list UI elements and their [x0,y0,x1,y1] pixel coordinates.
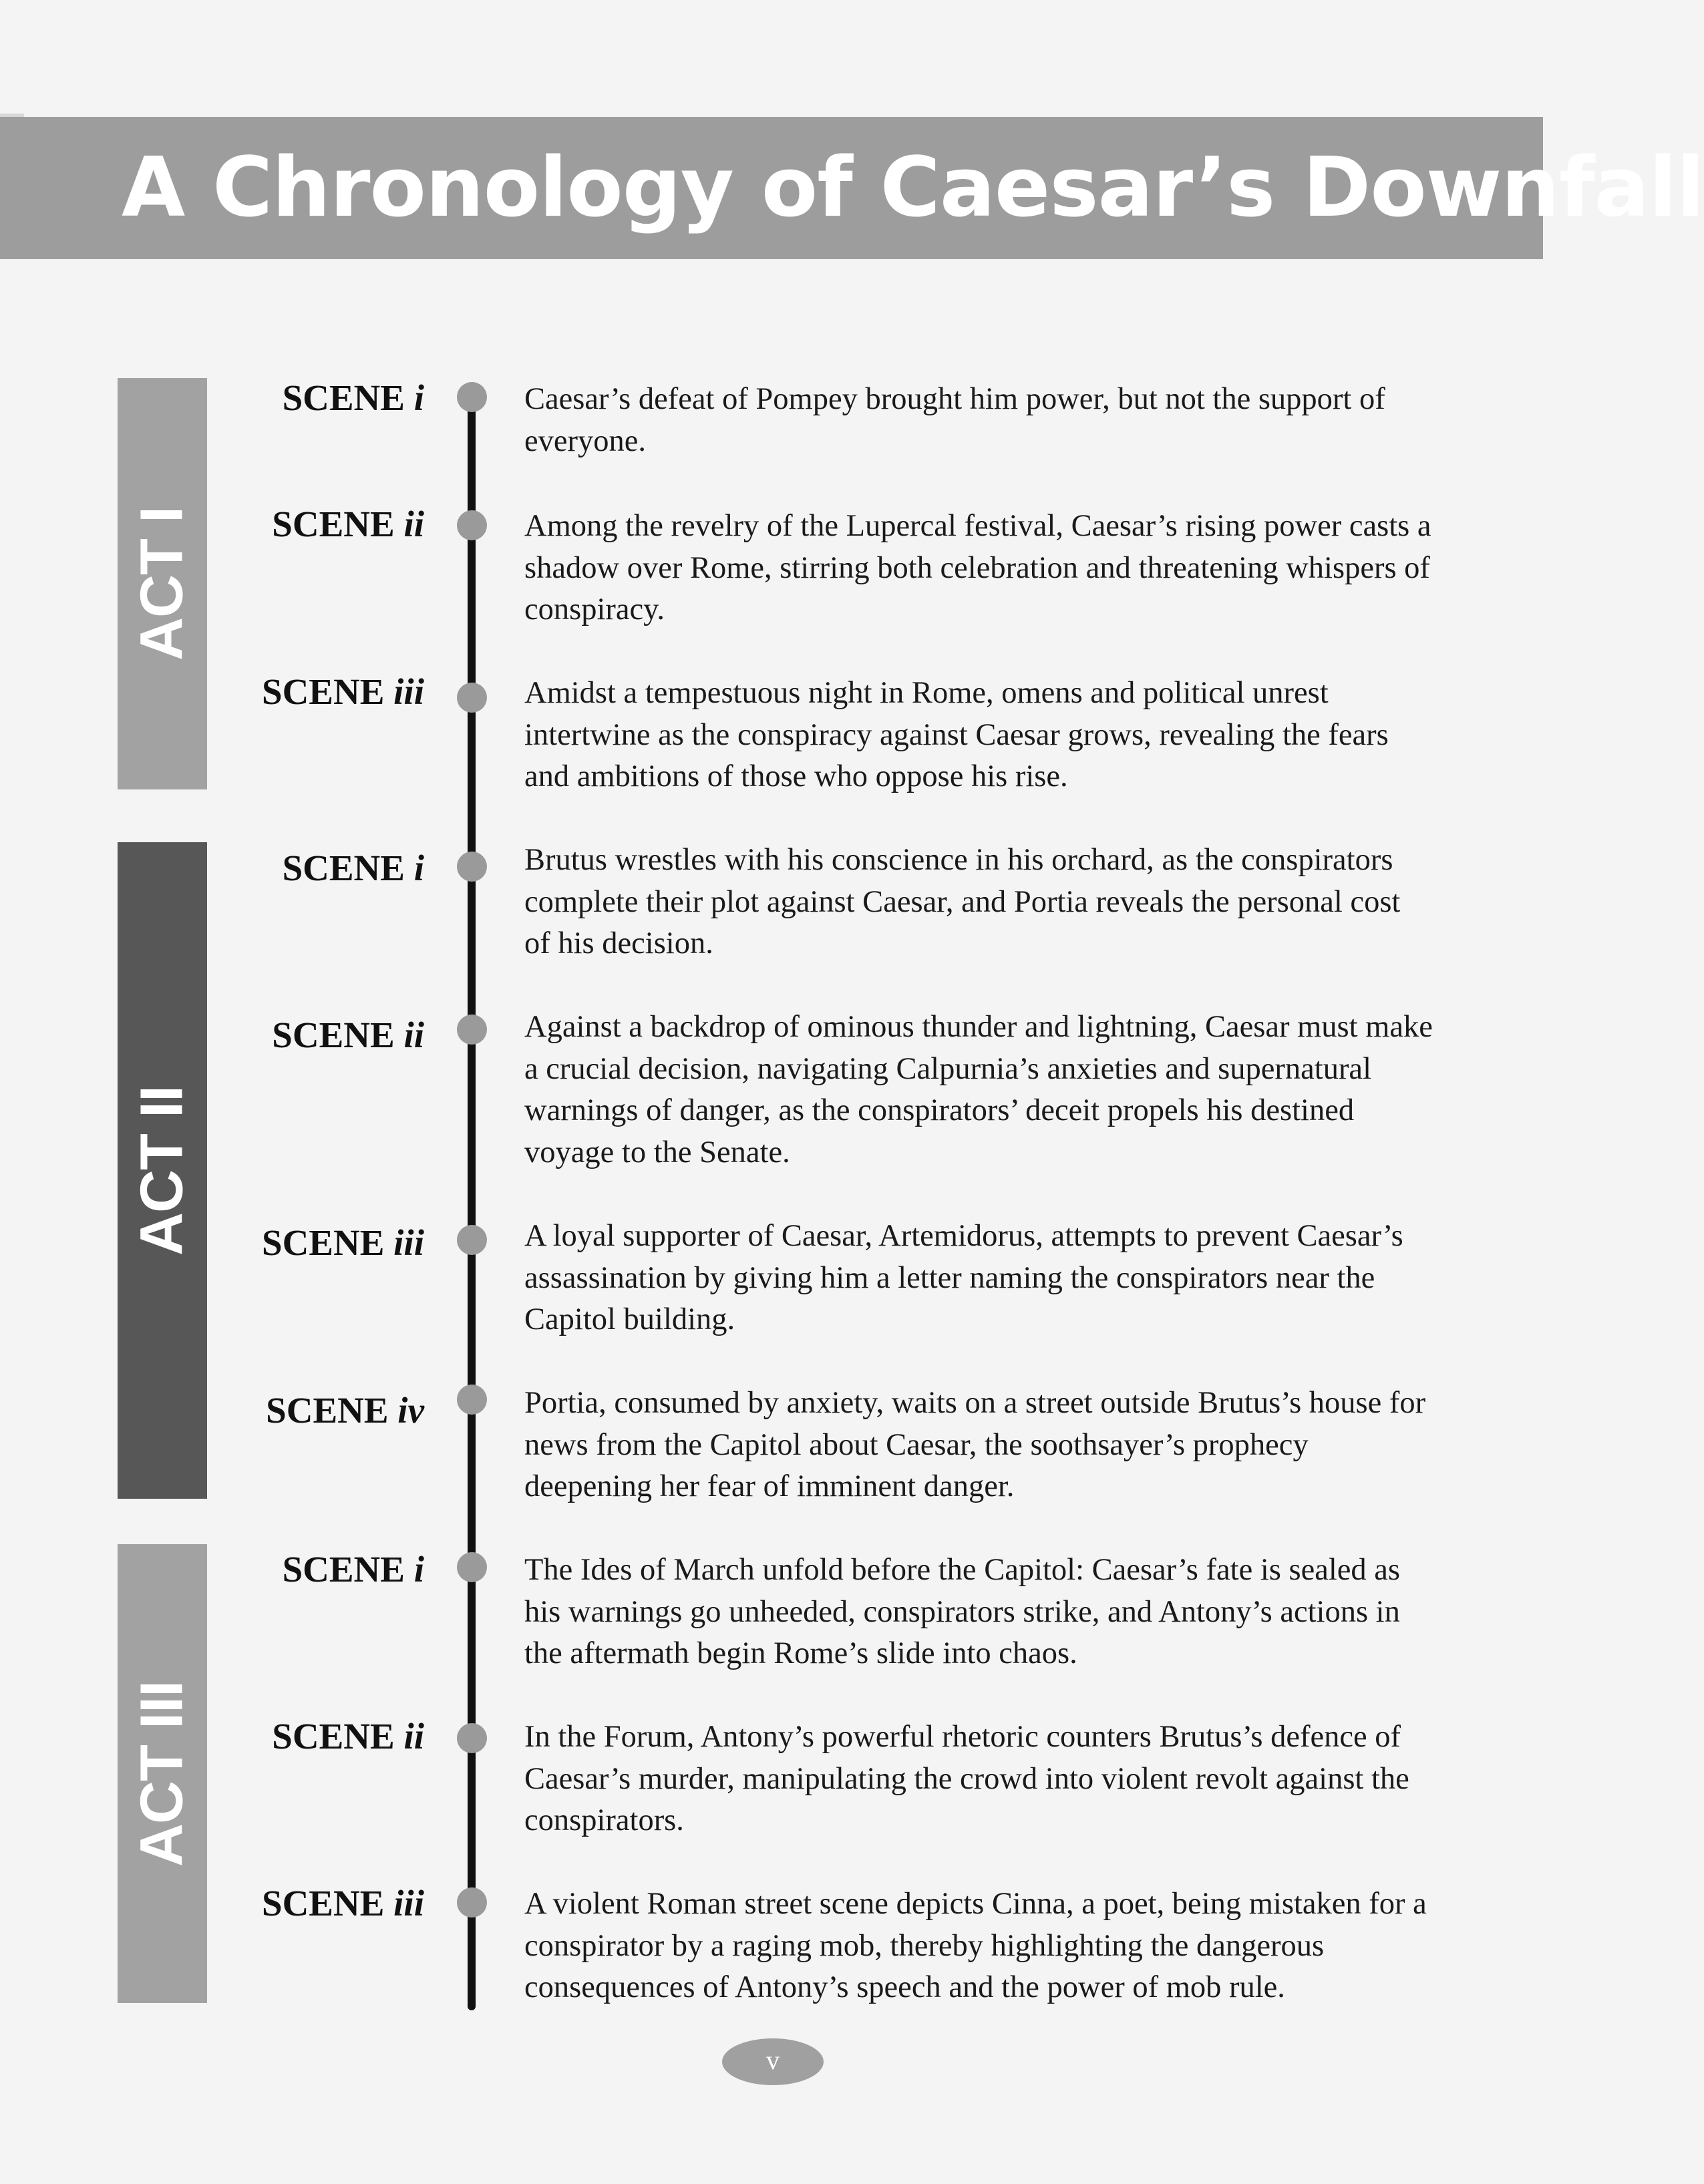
scene-description: Caesar’s defeat of Pompey brought him power, but not the support of everyone. [524,382,1385,458]
timeline-dot [457,1015,487,1045]
scene-description: Brutus wrestles with his conscience in his orchard, as the conspirators complete their plot against Caesar, and Portia reveals the personal cost of his decision. [524,843,1401,960]
page-title: A Chronology of Caesar’s Downfall [122,140,1704,236]
scene-label: SCENE i [282,377,424,418]
scene-description: Among the revelry of the Lupercal festival, Caesar’s rising power casts a shadow over Rome, stirring both celebration and threatening whispers of conspiracy. [524,509,1431,626]
timeline-dot [457,1385,487,1415]
scene-label: SCENE iv [266,1390,424,1431]
scene-label: SCENE iii [262,1222,424,1263]
scene-description: Against a backdrop of ominous thunder and lightning, Caesar must make a crucial decision, navigating Calpurnia’s anxieties and supernatural warnings of danger, as the conspirators’ deceit propels his destined voyage to the Senate. [524,1010,1433,1169]
timeline-dot [457,510,487,540]
scene-label: SCENE iii [262,671,424,712]
scene-description: Portia, consumed by anxiety, waits on a street outside Brutus’s house for news from the Capitol about Caesar, the soothsayer’s prophecy deepening her fear of imminent danger. [524,1386,1426,1503]
act-label-3: ACT III [128,1680,196,1867]
scene-label: SCENE ii [272,504,424,544]
act-label-1: ACT I [128,507,196,661]
scene-description: A loyal supporter of Caesar, Artemidorus, attempts to prevent Caesar’s assassination by giving him a letter naming the conspirators near the Capitol building. [524,1219,1403,1336]
scene-description: In the Forum, Antony’s powerful rhetoric counters Brutus’s defence of Caesar’s murder, manipulating the crowd into violent revolt against the conspirators. [524,1720,1409,1837]
act-label-2: ACT II [128,1085,196,1256]
scene-label: SCENE ii [272,1015,424,1055]
timeline-dot [457,1887,487,1918]
scene-label: SCENE i [282,1549,424,1590]
timeline-line [468,397,476,2010]
act-box-3 [118,1544,207,2003]
timeline-dot [457,852,487,882]
scene-description: A violent Roman street scene depicts Cinna, a poet, being mistaken for a conspirator by a raging mob, thereby highlighting the dangerous consequences of Antony’s speech and the power of mob rule. [524,1887,1427,2004]
act-box-1 [118,378,207,789]
page-number: v [722,2038,824,2085]
timeline-dot [457,382,487,412]
scene-label: SCENE i [282,848,424,888]
scene-description: The Ides of March unfold before the Capitol: Caesar’s fate is sealed as his warnings go unheeded, conspirators strike, and Antony’s actions in the aftermath begin Rome’s slide into chaos. [524,1553,1401,1670]
scene-label: SCENE iii [262,1883,424,1924]
scene-description: Amidst a tempestuous night in Rome, omens and political unrest intertwine as the conspiracy against Caesar grows, revealing the fears and ambitions of those who oppose his rise. [524,676,1389,793]
timeline-dot [457,1552,487,1582]
timeline-dot [457,1225,487,1255]
timeline-dot [457,683,487,713]
timeline-dot [457,1723,487,1753]
scene-label: SCENE ii [272,1716,424,1757]
